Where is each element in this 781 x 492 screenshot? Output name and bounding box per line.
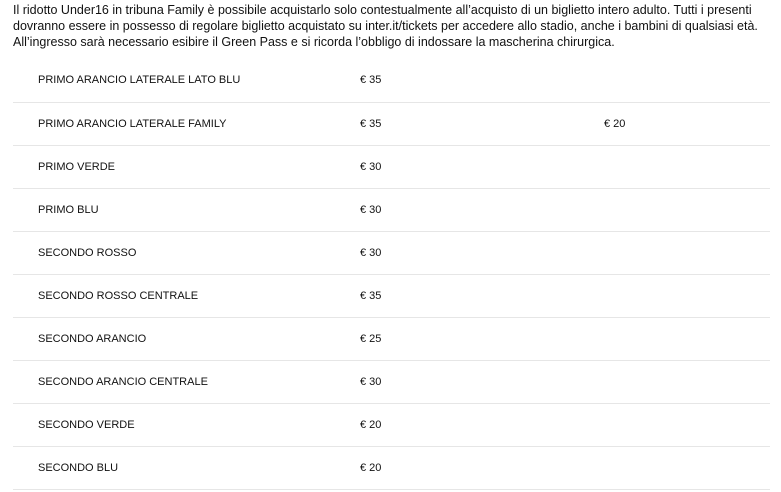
table-row — [13, 188, 770, 231]
full-price: € 20 — [360, 446, 604, 489]
full-price: € 30 — [360, 145, 604, 188]
sector-name: SECONDO ARANCIO — [13, 317, 360, 360]
table-row — [13, 274, 770, 317]
reduced-price — [604, 188, 770, 231]
sector-name: SECONDO BLU — [13, 446, 360, 489]
table-row — [13, 317, 770, 360]
sector-name: PRIMO BLU — [13, 188, 360, 231]
sector-name: SECONDO ROSSO — [13, 231, 360, 274]
sector-name: PRIMO ARANCIO LATERALE FAMILY — [13, 102, 360, 145]
table-row — [13, 403, 770, 446]
reduced-price — [604, 231, 770, 274]
sector-name: PRIMO ARANCIO LATERALE LATO BLU — [13, 59, 360, 102]
full-price: € 30 — [360, 360, 604, 403]
sector-name: SECONDO ARANCIO CENTRALE — [13, 360, 360, 403]
reduced-price — [604, 59, 770, 102]
full-price: € 35 — [360, 274, 604, 317]
reduced-price — [604, 403, 770, 446]
reduced-price — [604, 274, 770, 317]
sector-name: SECONDO VERDE — [13, 403, 360, 446]
info-line-1: Il ridotto Under16 in tribuna Family è possibile acquistarlo solo contestualmente all’acquisto di un biglietto intero adulto. Tutti i presenti — [13, 3, 752, 17]
full-price: € 30 — [360, 188, 604, 231]
reduced-price — [604, 317, 770, 360]
reduced-price — [604, 446, 770, 489]
info-line-3: All’ingresso sarà necessario esibire il Green Pass e si ricorda l’obbligo di indossare la mascherina chirurgica. — [13, 35, 615, 49]
reduced-price — [604, 145, 770, 188]
full-price: € 35 — [360, 102, 604, 145]
table-row — [13, 360, 770, 403]
sector-name: SECONDO ROSSO CENTRALE — [13, 274, 360, 317]
sector-name: PRIMO VERDE — [13, 145, 360, 188]
table-row — [13, 231, 770, 274]
full-price: € 30 — [360, 231, 604, 274]
table-row — [13, 102, 770, 145]
reduced-price: € 20 — [604, 102, 770, 145]
full-price: € 25 — [360, 317, 604, 360]
info-line-2: dovranno essere in possesso di regolare biglietto acquistato su inter.it/tickets per accedere allo stadio, anche i bambini di qualsiasi età. — [13, 19, 758, 33]
price-table — [13, 59, 770, 490]
reduced-price — [604, 360, 770, 403]
ticket-info-text — [13, 2, 781, 50]
table-row — [13, 145, 770, 188]
table-row — [13, 59, 770, 102]
full-price: € 20 — [360, 403, 604, 446]
full-price: € 35 — [360, 59, 604, 102]
table-row — [13, 446, 770, 489]
